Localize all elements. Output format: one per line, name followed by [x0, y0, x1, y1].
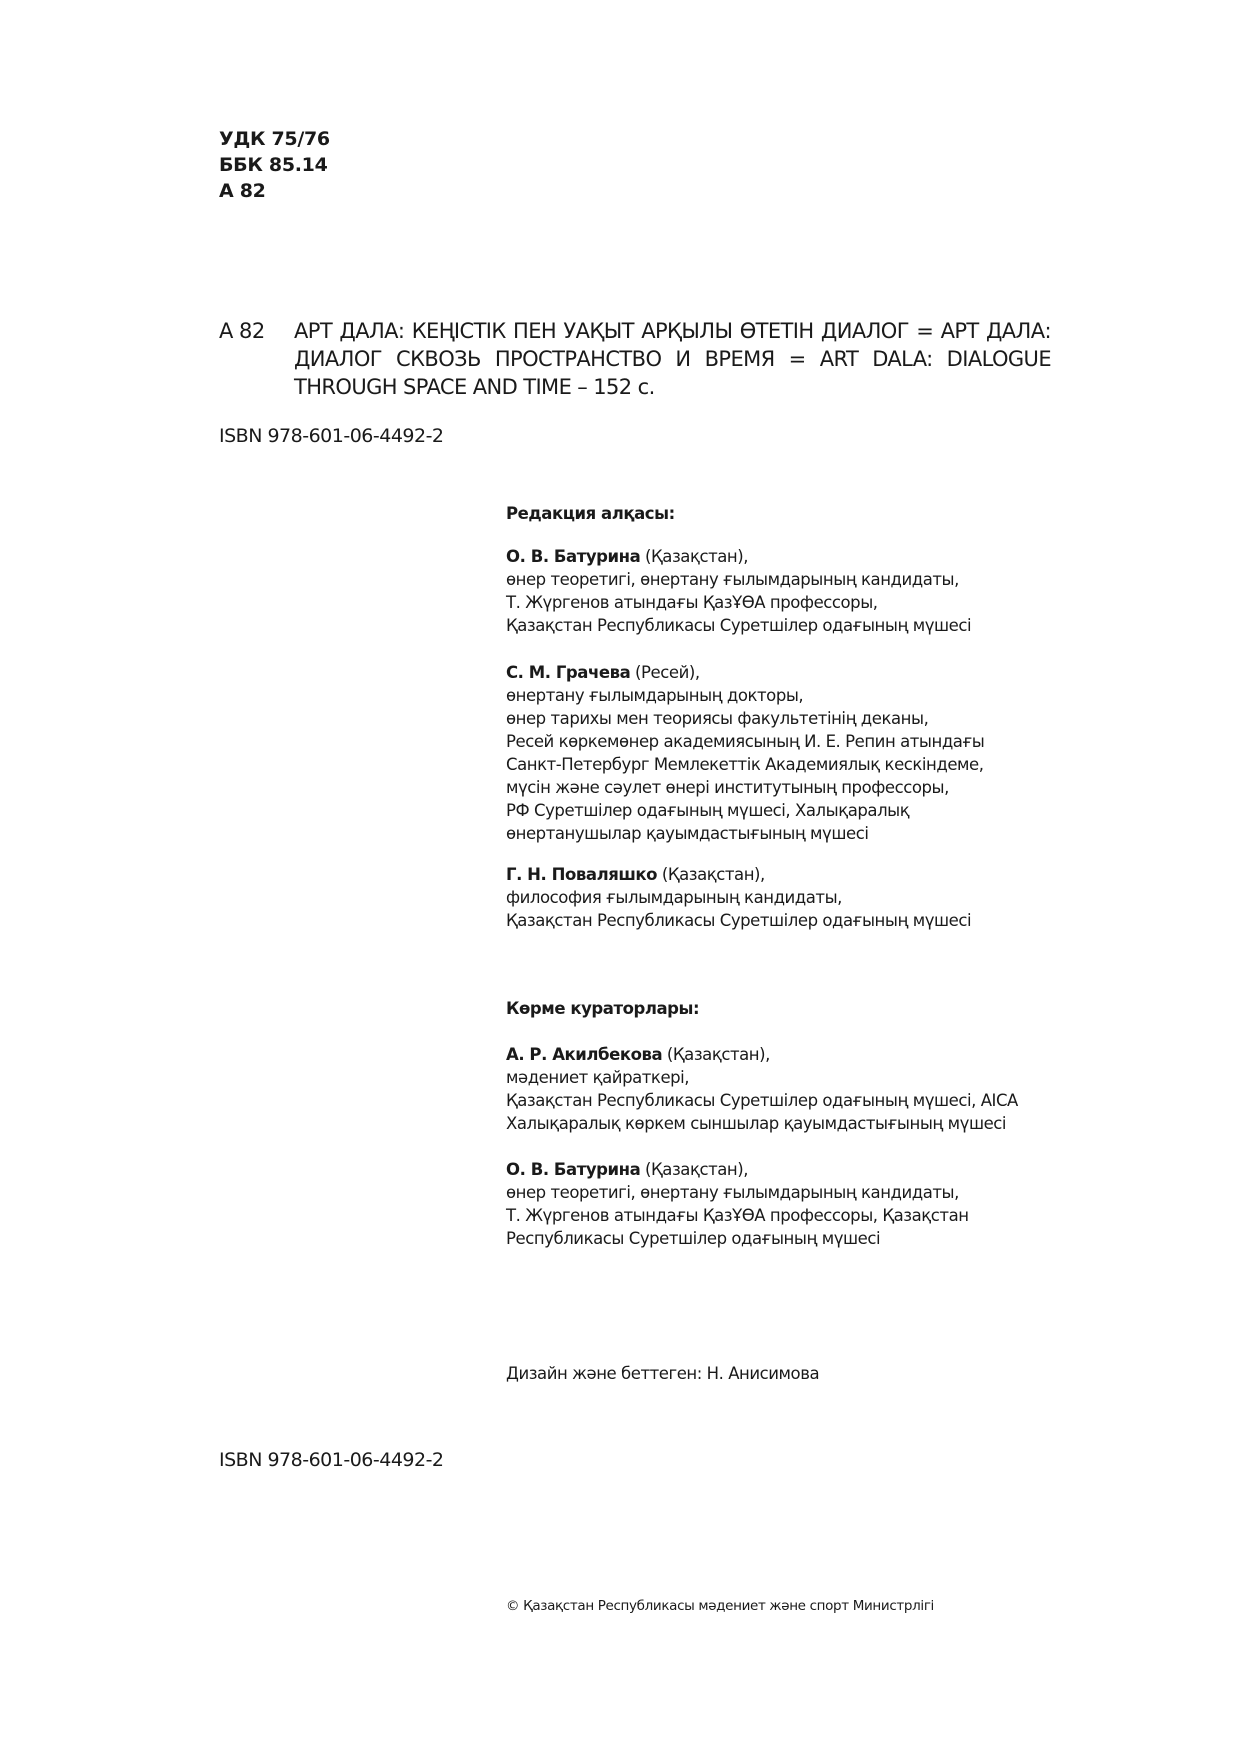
person-name: О. В. Батурина: [506, 1160, 641, 1179]
design-credit-text: Дизайн және беттеген: Н. Анисимова: [506, 1364, 820, 1383]
person-detail: өнер теоретигі, өнертану ғылымдарының кандидаты,: [506, 1183, 959, 1202]
editor-entry: [506, 863, 1066, 932]
person-detail: өнертану ғылымдарының докторы,: [506, 686, 804, 705]
person-detail: Қазақстан Республикасы Суретшілер одағының мүшесі: [506, 616, 972, 635]
person-detail: философия ғылымдарының кандидаты,: [506, 888, 842, 907]
curator-entry: [506, 1158, 1066, 1250]
person-name: О. В. Батурина: [506, 547, 641, 566]
entry-code: А 82: [219, 319, 265, 343]
design-credit: [506, 1362, 1066, 1385]
person-detail: Қазақстан Республикасы Суретшілер одағының мүшесі: [506, 911, 972, 930]
copyright-notice: © Қазақстан Республикасы мәдениет және спорт Министрлігі: [506, 1598, 934, 1614]
person-country: (Қазақстан),: [640, 547, 749, 566]
person-detail: Т. Жүргенов атындағы ҚазҰӨА профессоры,: [506, 593, 878, 612]
person-detail: Республикасы Суретшілер одағының мүшесі: [506, 1229, 881, 1248]
person-name: С. М. Грачева: [506, 663, 631, 682]
bbk-code: ББК 85.14: [219, 154, 328, 176]
editorial-board-heading: [506, 502, 1066, 525]
person-detail: Халықаралық көркем сыншылар қауымдастығының мүшесі: [506, 1114, 1007, 1133]
person-country: (Қазақстан),: [662, 1045, 770, 1064]
editor-entry: [506, 661, 1066, 845]
person-detail: мүсін және сәулет өнері институтының профессоры,: [506, 778, 949, 797]
curator-entry: [506, 1043, 1066, 1135]
person-country: (Қазақстан),: [657, 865, 765, 884]
author-mark: А 82: [219, 180, 266, 202]
classification-block: [219, 126, 330, 204]
curators-heading: [506, 997, 1066, 1020]
person-detail: өнер тарихы мен теориясы факультетінің деканы,: [506, 709, 929, 728]
person-name: Г. Н. Поваляшко: [506, 865, 658, 884]
person-detail: Т. Жүргенов атындағы ҚазҰӨА профессоры, Қазақстан: [506, 1206, 969, 1225]
isbn-top: ISBN 978-601-06-4492-2: [219, 425, 444, 447]
person-detail: РФ Суретшілер одағының мүшесі, Халықаралық: [506, 801, 910, 820]
person-detail: Қазақстан Республикасы Суретшілер одағының мүшесі, AICA: [506, 1091, 1018, 1110]
person-country: (Қазақстан),: [640, 1160, 749, 1179]
section-heading: Көрме кураторлары:: [506, 999, 700, 1018]
person-detail: Ресей көркемөнер академиясының И. Е. Репин атындағы: [506, 732, 985, 751]
isbn-bottom: ISBN 978-601-06-4492-2: [219, 1449, 444, 1471]
editor-entry: [506, 545, 1066, 637]
person-detail: өнертанушылар қауымдастығының мүшесі: [506, 824, 869, 843]
person-country: (Ресей),: [630, 663, 700, 682]
udk-code: УДК 75/76: [219, 128, 330, 150]
person-detail: өнер теоретигі, өнертану ғылымдарының кандидаты,: [506, 570, 959, 589]
person-detail: Санкт-Петербург Мемлекеттік Академиялық кескіндеме,: [506, 755, 984, 774]
person-detail: мәдениет қайраткері,: [506, 1068, 690, 1087]
section-heading: Редакция алқасы:: [506, 504, 675, 523]
person-name: А. Р. Акилбекова: [506, 1045, 663, 1064]
book-title: АРТ ДАЛА: КЕҢІСТІК ПЕН УАҚЫТ АРҚЫЛЫ ӨТЕТІН ДИАЛОГ = АРТ ДАЛА: ДИАЛОГ СКВОЗЬ ПРОСТРАНСТВО И ВРЕМЯ = ART DALA: DIALOGUE THROUGH SPACE AND TIME – 152 с.: [294, 319, 1051, 399]
